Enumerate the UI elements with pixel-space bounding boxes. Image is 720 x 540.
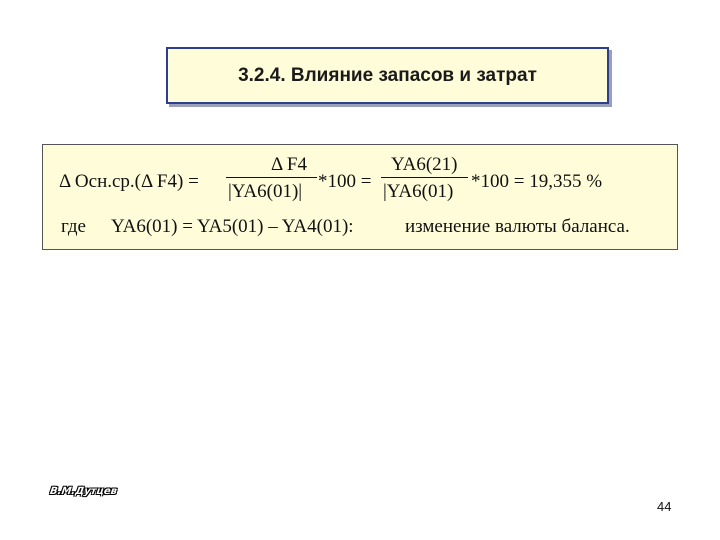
- fraction2-denominator: |YA6(01): [383, 181, 454, 202]
- author-signature: В.М.Дутцев: [49, 486, 118, 497]
- fraction1-bar: [226, 177, 317, 178]
- multiply-100-equals: *100 =: [318, 171, 372, 192]
- slide-title: 3.2.4. Влияние запасов и затрат: [238, 64, 537, 86]
- fraction2-bar: [381, 177, 468, 178]
- formula-lhs: Δ Осн.ср.(Δ F4) =: [59, 171, 199, 192]
- where-description: изменение валюты баланса.: [405, 216, 630, 237]
- fraction2-numerator: YA6(21): [391, 154, 458, 175]
- fraction1-denominator: |YA6(01)|: [228, 181, 303, 202]
- slide-title-box: [166, 47, 609, 104]
- fraction1-numerator: Δ F4: [271, 154, 307, 175]
- page-number: 44: [657, 499, 672, 514]
- formula-result: *100 = 19,355 %: [471, 171, 603, 192]
- where-expression: YA6(01) = YA5(01) – YA4(01):: [111, 216, 354, 237]
- where-label: где: [61, 216, 86, 237]
- formula-box: [42, 144, 678, 250]
